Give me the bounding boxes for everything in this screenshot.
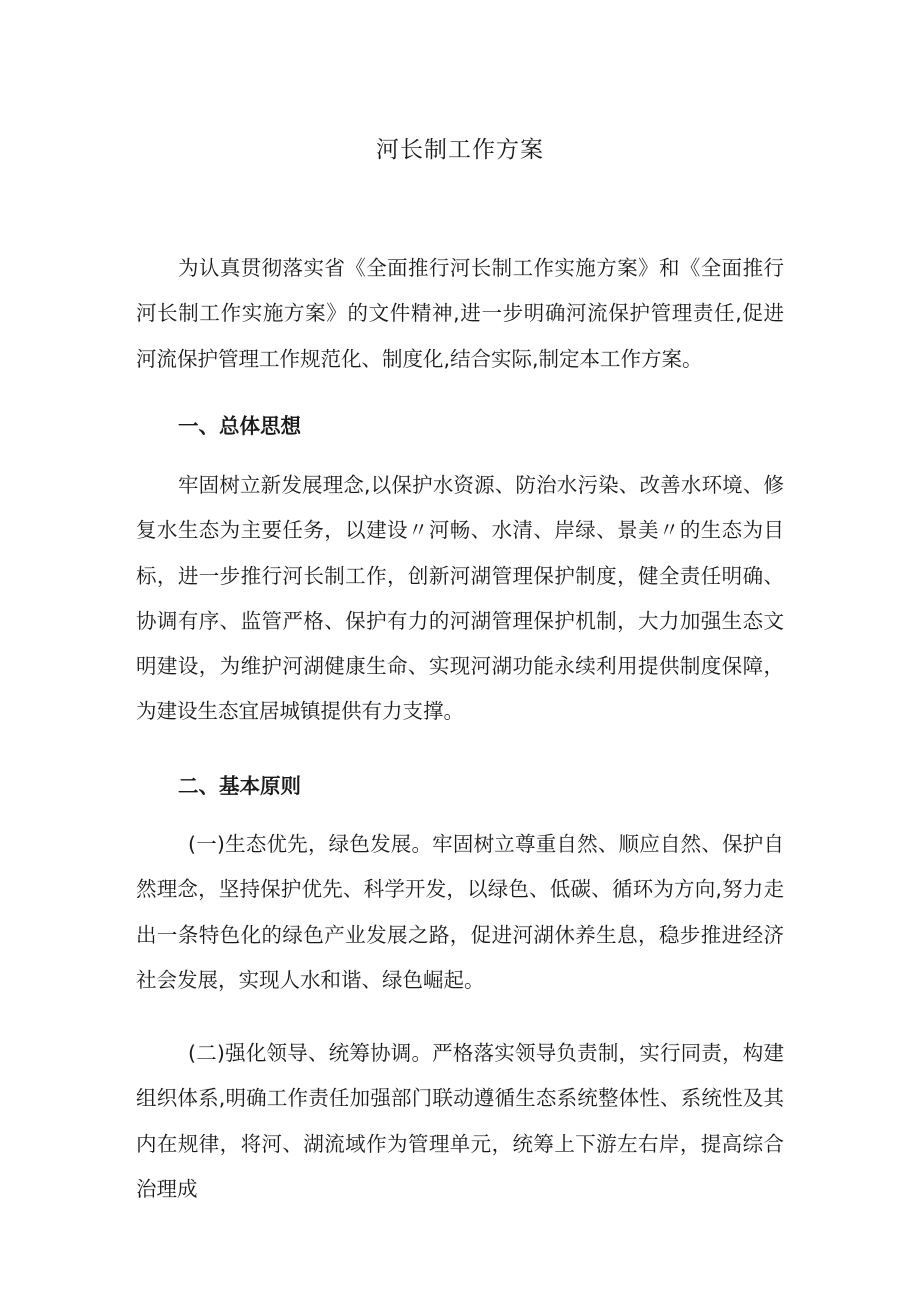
document-title: 河长制工作方案 [376, 137, 544, 163]
principle-item-2: (二)强化领导、统筹协调。严格落实领导负责制，实行同责，构建组织体系,明确工作责任加强部门联动遵循生态系统整体性、系统性及其内在规律，将河、湖流域作为管理单元，统筹上下游左右岸，提高综合治理成 [136, 1041, 784, 1201]
principle-item-1: (一)生态优先，绿色发展。牢固树立尊重自然、顺应自然、保护自然理念，坚持保护优先、科学开发，以绿色、低碳、循环为方向,努力走出一条特色化的绿色产业发展之路，促进河湖休养生息，稳步推进经济社会发展，实现人水和谐、绿色崛起。 [136, 832, 784, 992]
section-heading-overall-thinking: 一、总体思想 [178, 414, 301, 438]
section-heading-basic-principles: 二、基本原则 [178, 774, 301, 798]
overall-thinking-paragraph: 牢固树立新发展理念,以保护水资源、防治水污染、改善水环境、修复水生态为主要任务，以建设〃河畅、水清、岸绿、景美〃的生态为目标，进一步推行河长制工作，创新河湖管理保护制度，健全责任明确、协调有序、监管严格、保护有力的河湖管理保护机制，大力加强生态文明建设，为维护河湖健康生命、实现河湖功能永续利用提供制度保障，为建设生态宜居城镇提供有力支撑。 [136, 473, 784, 724]
intro-paragraph: 为认真贯彻落实省《全面推行河长制工作实施方案》和《全面推行河长制工作实施方案》的文件精神,进一步明确河流保护管理责任,促进河流保护管理工作规范化、制度化,结合实际,制定本工作方案。 [136, 256, 784, 371]
